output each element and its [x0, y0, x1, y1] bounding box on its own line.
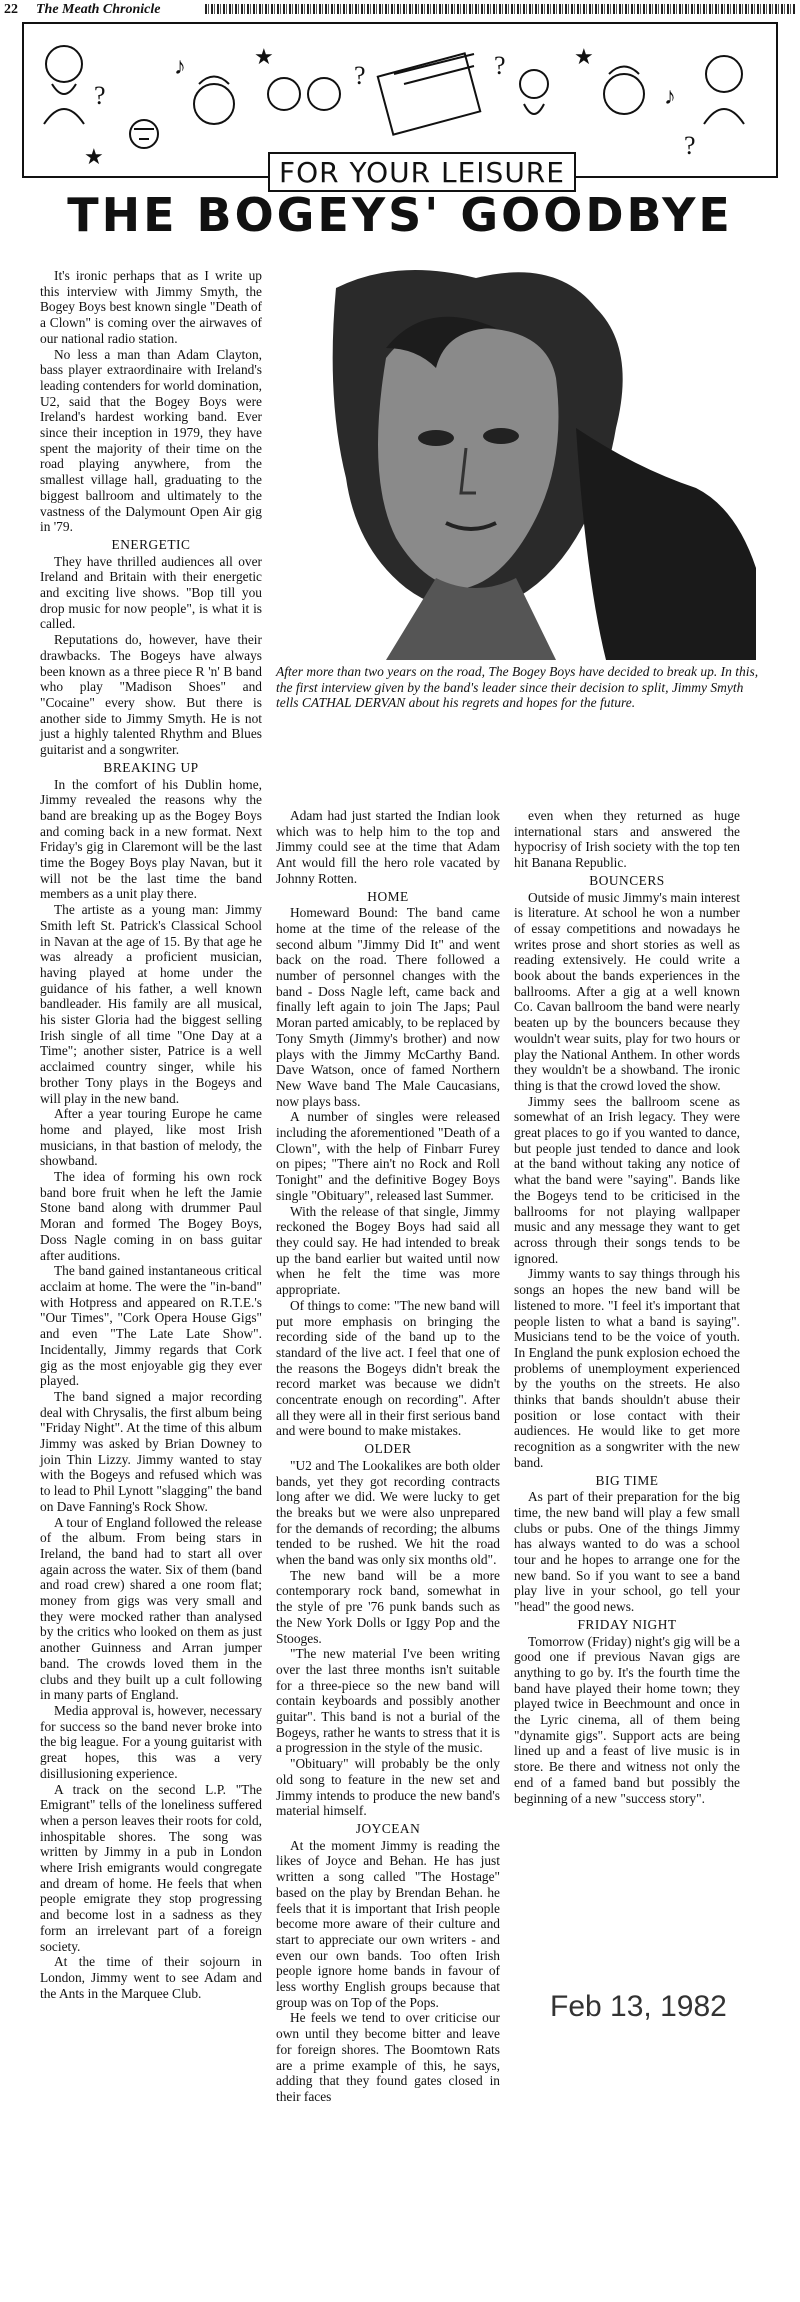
svg-text:♪: ♪: [664, 84, 676, 110]
paragraph: They have thrilled audiences all over Ireland and Britain with their energetic and exciting live shows. "Bop till you drop music for now people", is what it is called.: [40, 553, 262, 632]
paragraph: With the release of that single, Jimmy reckoned the Bogey Boys had said all they could say. He had intended to break up the band earlier but waited until now when he felt the time was more appropriate.: [276, 1203, 500, 1298]
section-subhead: BREAKING UP: [103, 759, 199, 775]
paragraph: Tomorrow (Friday) night's gig will be a good one if previous Navan gigs are anything to go by. It's the fourth time the band have played their home town; they played twice in Beechmount and once in the Lyric cinema, all of them being "dynamite gigs". Support acts are being lined up and a feast of live music is in store. Be there and witness not only the end of a famed band but possibly the beginning of a new "success story".: [514, 1633, 740, 1806]
paragraph: "U2 and The Lookalikes are both older bands, yet they got recording contracts long after we did. We were lucky to get the breaks but we were also unprepared for the demands of recording; the albums tended to be rushed. We hit the road when the band was only six months old".: [276, 1457, 500, 1568]
section-subhead: ENERGETIC: [111, 536, 191, 552]
paragraph: Jimmy sees the ballroom scene as somewhat of an Irish legacy. They were great places to go if you wanted to dance, but people just tended to dance and look at the band without taking any notice of what the band were "saying". Bands like the Bogeys tend to be criticised in the ballrooms for not playing wallpaper music and any message they want to get across through their songs tends to be ignored.: [514, 1093, 740, 1266]
section-banner: [22, 22, 778, 189]
paragraph: The band gained instantaneous critical acclaim at home. The were the "in-band" with Hotpress and appeared on R.T.E.'s "Our Times", "Cork Opera House Gigs" and even "The Late Late Show". Incidentally, Jimmy regards that Cork gig as the most enjoyable gig they ever played.: [40, 1263, 262, 1389]
paragraph: A number of singles were released including the aforementioned "Death of a Clown", with the help of Finbarr Furey on pipes; "There ain't no Rock and Roll Tonight" and the definitive Bogey Boys single "Obituary", released last Summer.: [276, 1109, 500, 1203]
paragraph: Jimmy wants to say things through his songs an hopes the new band will be listened to more. "I feel it's important that people listen to what a band is saying". Musicians tend to be the voice of youth. In England the punk explosion echoed the problems of unemployment experienced by the youths on the streets. He also thinks that bands shouldn't abuse their position or lose contact with their audiences. He would like to get more recognition as a songwriter with the new band.: [514, 1266, 740, 1470]
paragraph: At the time of their sojourn in London, Jimmy went to see Adam and the Ants in the Marquee Club.: [40, 1954, 262, 2001]
section-subhead: BOUNCERS: [589, 872, 665, 888]
article-column-3: [514, 808, 740, 1806]
article-column-2: [276, 808, 500, 2105]
svg-text:♪: ♪: [174, 54, 186, 80]
masthead: [0, 0, 800, 22]
paragraph: It's ironic perhaps that as I write up this interview with Jimmy Smyth, the Bogey Boys best known single "Death of a Clown" is coming over the airwaves of our national radio station.: [40, 268, 262, 346]
masthead-rule: [205, 4, 796, 14]
paragraph: The artiste as a young man: Jimmy Smith left St. Patrick's Classical School in Navan at the age of 15. By that age he was already a proficient musician, having played at home under the guidance of his father, a well known bandleader. His family are all musical, his sister Gloria had the biggest selling Irish single of all time "One Day at a Time"; another sister, Patrice is a well acclaimed country singer, while his brother Tony plays in the Bogeys and will play in the new band.: [40, 902, 262, 1106]
section-subhead: OLDER: [364, 1441, 412, 1457]
date-stamp: Feb 13, 1982: [550, 1990, 727, 2023]
portrait-photo: [276, 268, 764, 660]
svg-text:?: ?: [494, 51, 506, 80]
paragraph: A track on the second L.P. "The Emigrant" tells of the loneliness suffered when a person leaves their roots for cold, inhospitable shores. The song was written by Jimmy in a pub in London where Irish emigrants would congregate and dream of home. He feels that when people emigrate they stop progressing and become lost in a sadness as they form an irrelevant part of a foreign society.: [40, 1781, 262, 1954]
paragraph: No less a man than Adam Clayton, bass player extraordinaire with Ireland's leading contenders for world domination, U2, said that the Bogey Boys were Ireland's hardest working band. Ever since their inception in 1979, they have spent the majority of their time on the road playing anywhere, from the smallest village hall, graduating to the biggest ballroom and ultimately to the vastness of the Dalymount Open Air gig in '79.: [40, 346, 263, 535]
paragraph: "The new material I've been writing over the last three months isn't suitable for a three-piece so the new band will contain keyboards and possibly another guitar". This band is not a burial of the Bogeys, rather he wants to stress that it is a progression in the style of the music.: [276, 1646, 500, 1756]
paragraph: Media approval is, however, necessary for success so the band never broke into the big league. For a young guitarist with great hopes, this was a very disillusioning experience.: [40, 1702, 262, 1781]
paragraph: "Obituary" will probably be the only old song to feature in the new set and Jimmy intends to produce the new band's material himself.: [276, 1756, 500, 1819]
svg-text:?: ?: [684, 131, 696, 160]
svg-text:★: ★: [84, 144, 104, 169]
paragraph: even when they returned as huge international stars and answered the hypocrisy of Irish society with the top ten hit Banana Republic.: [514, 808, 740, 871]
svg-text:★: ★: [574, 44, 594, 69]
paragraph: Reputations do, however, have their drawbacks. The Bogeys have always been known as a three piece R 'n' B band who play "Madison Shoes" and "Cocaine" every show. But there is another side to Jimmy Smyth. He is not just a highly talented Rhythm and Blues guitarist and a songwriter.: [40, 632, 262, 758]
section-subhead: FRIDAY NIGHT: [577, 1616, 677, 1632]
photo-caption: After more than two years on the road, The Bogey Boys have decided to break up. In this, the first interview given by the band's leader since their decision to split, Jimmy Smyth tells CATHAL DERVAN about his regrets and hopes for the future.: [276, 664, 759, 710]
article-headline: THE BOGEYS' GOODBYE: [67, 188, 733, 242]
paragraph: The idea of forming his own rock band bore fruit when he left the Jamie Stone band along with drummer Paul Moran and formed The Bogey Boys, Doss Nagle coming in on bass guitar after auditions.: [40, 1169, 262, 1263]
article-column-1: [40, 268, 262, 2001]
paragraph: In the comfort of his Dublin home, Jimmy revealed the reasons why the band are breaking up as the Bogey Boys and coming back in a new format. Next Friday's gig in Claremont will be the last time the Bogey Boys play Navan, but it will not be the last time the band members as a unit play there.: [40, 776, 262, 902]
section-subhead: JOYCEAN: [355, 1821, 421, 1836]
newspaper-name: The Meath Chronicle: [36, 2, 161, 17]
paragraph: Homeward Bound: The band came home at the time of the release of the second album "Jimmy Did It" and went back on the road. There followed a number of personnel changes with the band - Doss Nagle left, came back and finally left again to join The Japs; Paul Moran parted amicably, to be replaced by Tony Smyth (Jimmy's brother) and now plays with the Jimmy McCarthy Band. Dave Watson, once of famed Northern New Wave band The Male Caucasians, now plays bass.: [276, 905, 500, 1109]
section-title: FOR YOUR LEISURE: [268, 152, 576, 192]
paragraph: After a year touring Europe he came home and played, like most Irish musicians, in that bastion of melody, the showband.: [40, 1106, 262, 1169]
paragraph: A tour of England followed the release of the album. From being stars in Ireland, the band had to start all over again across the water. Six of them (band and road crew) shared a one room flat; money from gigs was very small and they were mocked rather than analysed by the critics who looked on them as just another Guinness and Arran jumper band. The crowds loved them in the clubs and they built up a cult following in many parts of England.: [40, 1514, 262, 1703]
svg-text:?: ?: [94, 81, 106, 110]
paragraph: At the moment Jimmy is reading the likes of Joyce and Behan. He has just written a song called "The Hostage" based on the play by Brendan Behan. he feels that it is important that Irish people become more aware of their culture and start to appreciate our own writers - and even our own bands. Too often Irish people ignore home bands in favour of less worthy English groups because that group was on Top of the Pops.: [276, 1837, 500, 2010]
paragraph: The band signed a major recording deal with Chrysalis, the first album being "Friday Night". At the time of this album Jimmy was asked by Brian Downey to join Thin Lizzy. Jimmy wanted to stay with the Bogeys and refused which was to lead to Phil Lynott "slagging" the band on Dave Fanning's Rock Show.: [40, 1388, 262, 1514]
paragraph: He feels we tend to over criticise our own until they become bitter and leave for foreign shores. The Boomtown Rats are a prime example of this, he says, adding that they found gates closed in their faces: [276, 2010, 500, 2104]
paragraph: The new band will be a more contemporary rock band, somewhat in the style of pre '76 punk bands such as the New York Dolls or Iggy Pop and the Stooges.: [276, 1567, 500, 1646]
section-subhead: BIG TIME: [595, 1472, 659, 1488]
svg-text:?: ?: [354, 61, 366, 90]
paragraph: Outside of music Jimmy's main interest is literature. At school he won a number of essay competitions and nowadays he writes prose and short stories as well as reading extensively. He could write a book about the bands experiences in the ballrooms. After a gig at a well known Co. Cavan ballroom the band were nearly beaten up by the bouncers because they wouldn't wear suits, play for two hours or play the National Anthem. In other words they wouldn't be a showband. The ironic thing is that the crowd loved the show.: [514, 889, 740, 1093]
paragraph: As part of their preparation for the big time, the new band will play a few small clubs or pubs. One of the things Jimmy has always wanted to do was a school tour and he hopes to arrange one for the new band. So if you want to see a band play live in your school, go tell your "head" the good news.: [514, 1489, 740, 1615]
page-number: 22: [4, 2, 18, 17]
section-subhead: HOME: [367, 888, 409, 904]
svg-text:★: ★: [254, 44, 274, 69]
paragraph: Adam had just started the Indian look which was to help him to the top and Jimmy could see at the time that Adam Ant would fill the hero role vacated by Johnny Rotten.: [276, 808, 500, 886]
paragraph: Of things to come: "The new band will put more emphasis on bringing the recording side of the band up to the standard of the live act. I feel that one of the reasons the Bogeys didn't break the record market was because we didn't concentrate enough on recording". After all they were all in their first serious band and were bound to make mistakes.: [276, 1297, 500, 1439]
